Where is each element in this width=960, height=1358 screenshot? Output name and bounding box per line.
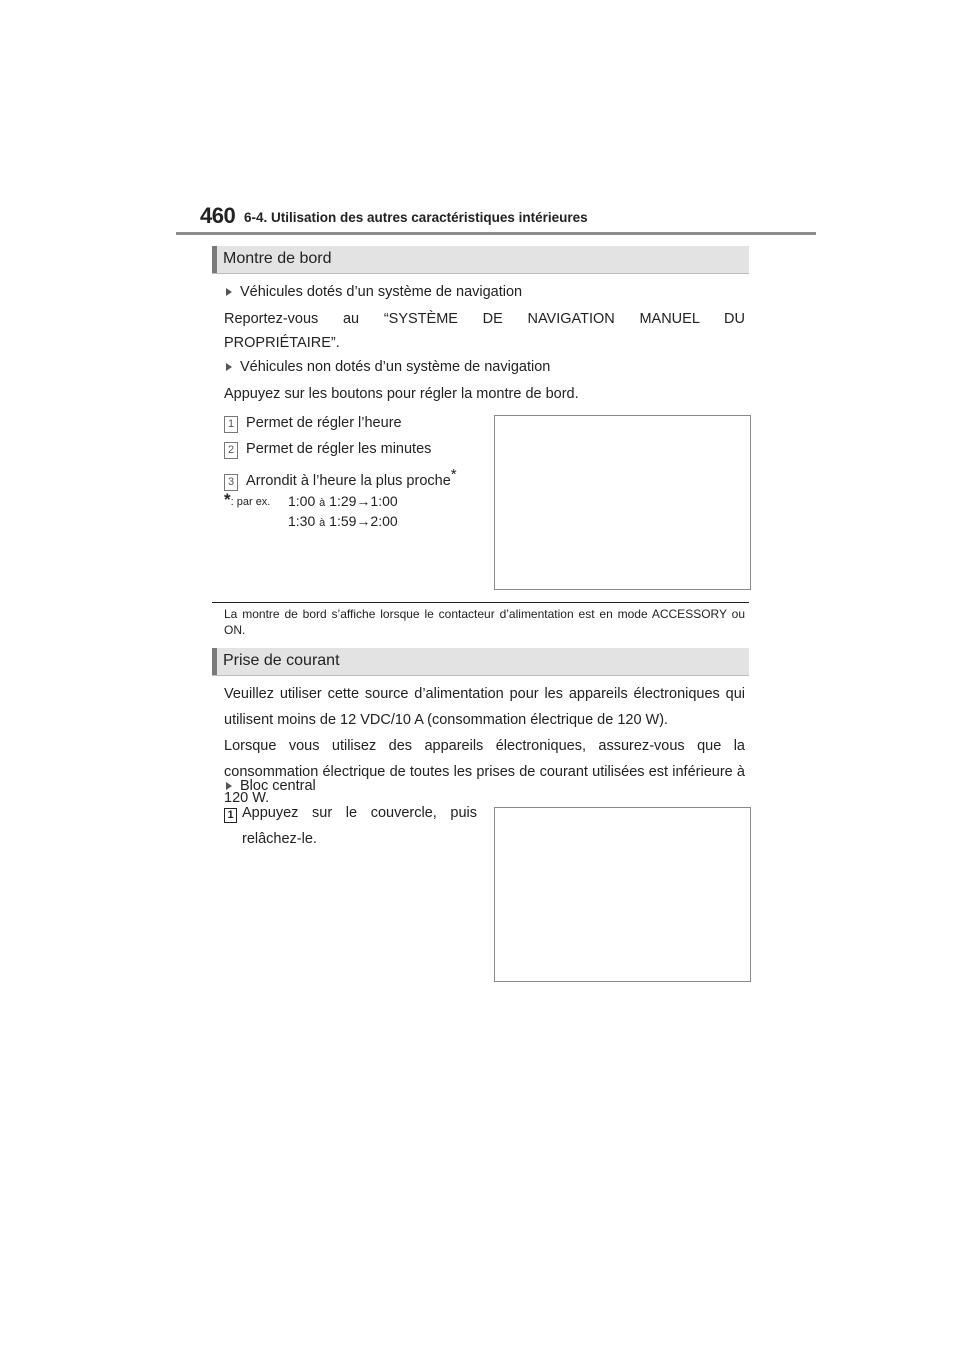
bullet-nav bbox=[226, 279, 522, 305]
example-connector: à bbox=[319, 497, 326, 509]
triangle-bullet-icon bbox=[226, 782, 232, 790]
bullet-no-nav bbox=[226, 354, 550, 380]
header-rule bbox=[176, 232, 816, 235]
section-header-clock bbox=[212, 246, 749, 274]
item-label: Permet de régler l’heure bbox=[246, 415, 402, 431]
bullet-text: Véhicules dotés d’un système de navigation bbox=[240, 284, 523, 300]
step-number bbox=[224, 805, 237, 823]
example-row-1 bbox=[288, 491, 398, 513]
step-text: Appuyez sur le couvercle, puis relâchez-le. bbox=[242, 805, 477, 847]
example-from: 1:00 bbox=[288, 493, 316, 509]
clock-illustration bbox=[494, 415, 751, 590]
section-title: Montre de bord bbox=[223, 250, 332, 267]
power-paragraph-1: Veuillez utiliser cette source d’alimentation pour les appareils électroniques qui utilisent moins de 12 VDC/10 A (consommation électrique de 120 W). bbox=[224, 686, 745, 728]
list-item bbox=[224, 436, 431, 462]
example-from: 1:30 bbox=[288, 513, 316, 529]
example-to: 1:59 bbox=[329, 513, 357, 529]
item-number-badge: 3 bbox=[224, 474, 238, 491]
chapter-title: 6-4. Utilisation des autres caractéristiques intérieures bbox=[244, 210, 588, 225]
clock-note: La montre de bord s’affiche lorsque le contacteur d’alimentation est en mode ACCESSORY ou ON. bbox=[224, 607, 745, 637]
bullet-central-block bbox=[226, 773, 316, 799]
arrow-icon: → bbox=[356, 493, 371, 509]
bullet-text: Bloc central bbox=[240, 778, 316, 794]
example-connector: à bbox=[319, 517, 326, 529]
nav-reference-line2: PROPRIÉTAIRE”. bbox=[224, 335, 340, 351]
triangle-bullet-icon bbox=[226, 363, 232, 371]
item-label: Arrondit à l’heure la plus proche bbox=[246, 472, 451, 489]
triangle-bullet-icon bbox=[226, 288, 232, 296]
footnote-prefix: : par ex. bbox=[230, 496, 271, 508]
bullet-text: Véhicules non dotés d’un système de navigation bbox=[240, 359, 551, 375]
clock-instruction: Appuyez sur les boutons pour régler la montre de bord. bbox=[224, 386, 579, 402]
section-header-bar bbox=[212, 246, 217, 273]
item-number-badge: 2 bbox=[224, 442, 238, 459]
item-number-badge: 1 bbox=[224, 416, 238, 433]
example-row-2 bbox=[288, 511, 398, 533]
footnote bbox=[224, 490, 270, 512]
arrow-icon: → bbox=[356, 513, 371, 529]
section-title: Prise de courant bbox=[223, 652, 340, 669]
page-number: 460 bbox=[200, 203, 236, 228]
example-to: 1:29 bbox=[329, 493, 357, 509]
note-rule bbox=[212, 602, 749, 603]
section-header-power bbox=[212, 648, 749, 676]
footnote-mark: * bbox=[450, 466, 457, 483]
example-result: 1:00 bbox=[370, 493, 398, 509]
section-header-bar bbox=[212, 648, 217, 675]
list-item bbox=[224, 410, 402, 436]
item-label: Permet de régler les minutes bbox=[246, 441, 432, 457]
step-badge: 1 bbox=[224, 808, 237, 823]
example-result: 2:00 bbox=[370, 513, 398, 529]
nav-reference-line1: Reportez-vous au “SYSTÈME DE NAVIGATION MANUEL DU bbox=[224, 311, 745, 327]
power-paragraph-2: Lorsque vous utilisez des appareils électroniques, assurez-vous que la consommation électrique de toutes les prises de courant utilisées est inférieure à 120 W. bbox=[224, 738, 745, 806]
footnote-star: * bbox=[224, 490, 231, 509]
outlet-illustration bbox=[494, 807, 751, 982]
